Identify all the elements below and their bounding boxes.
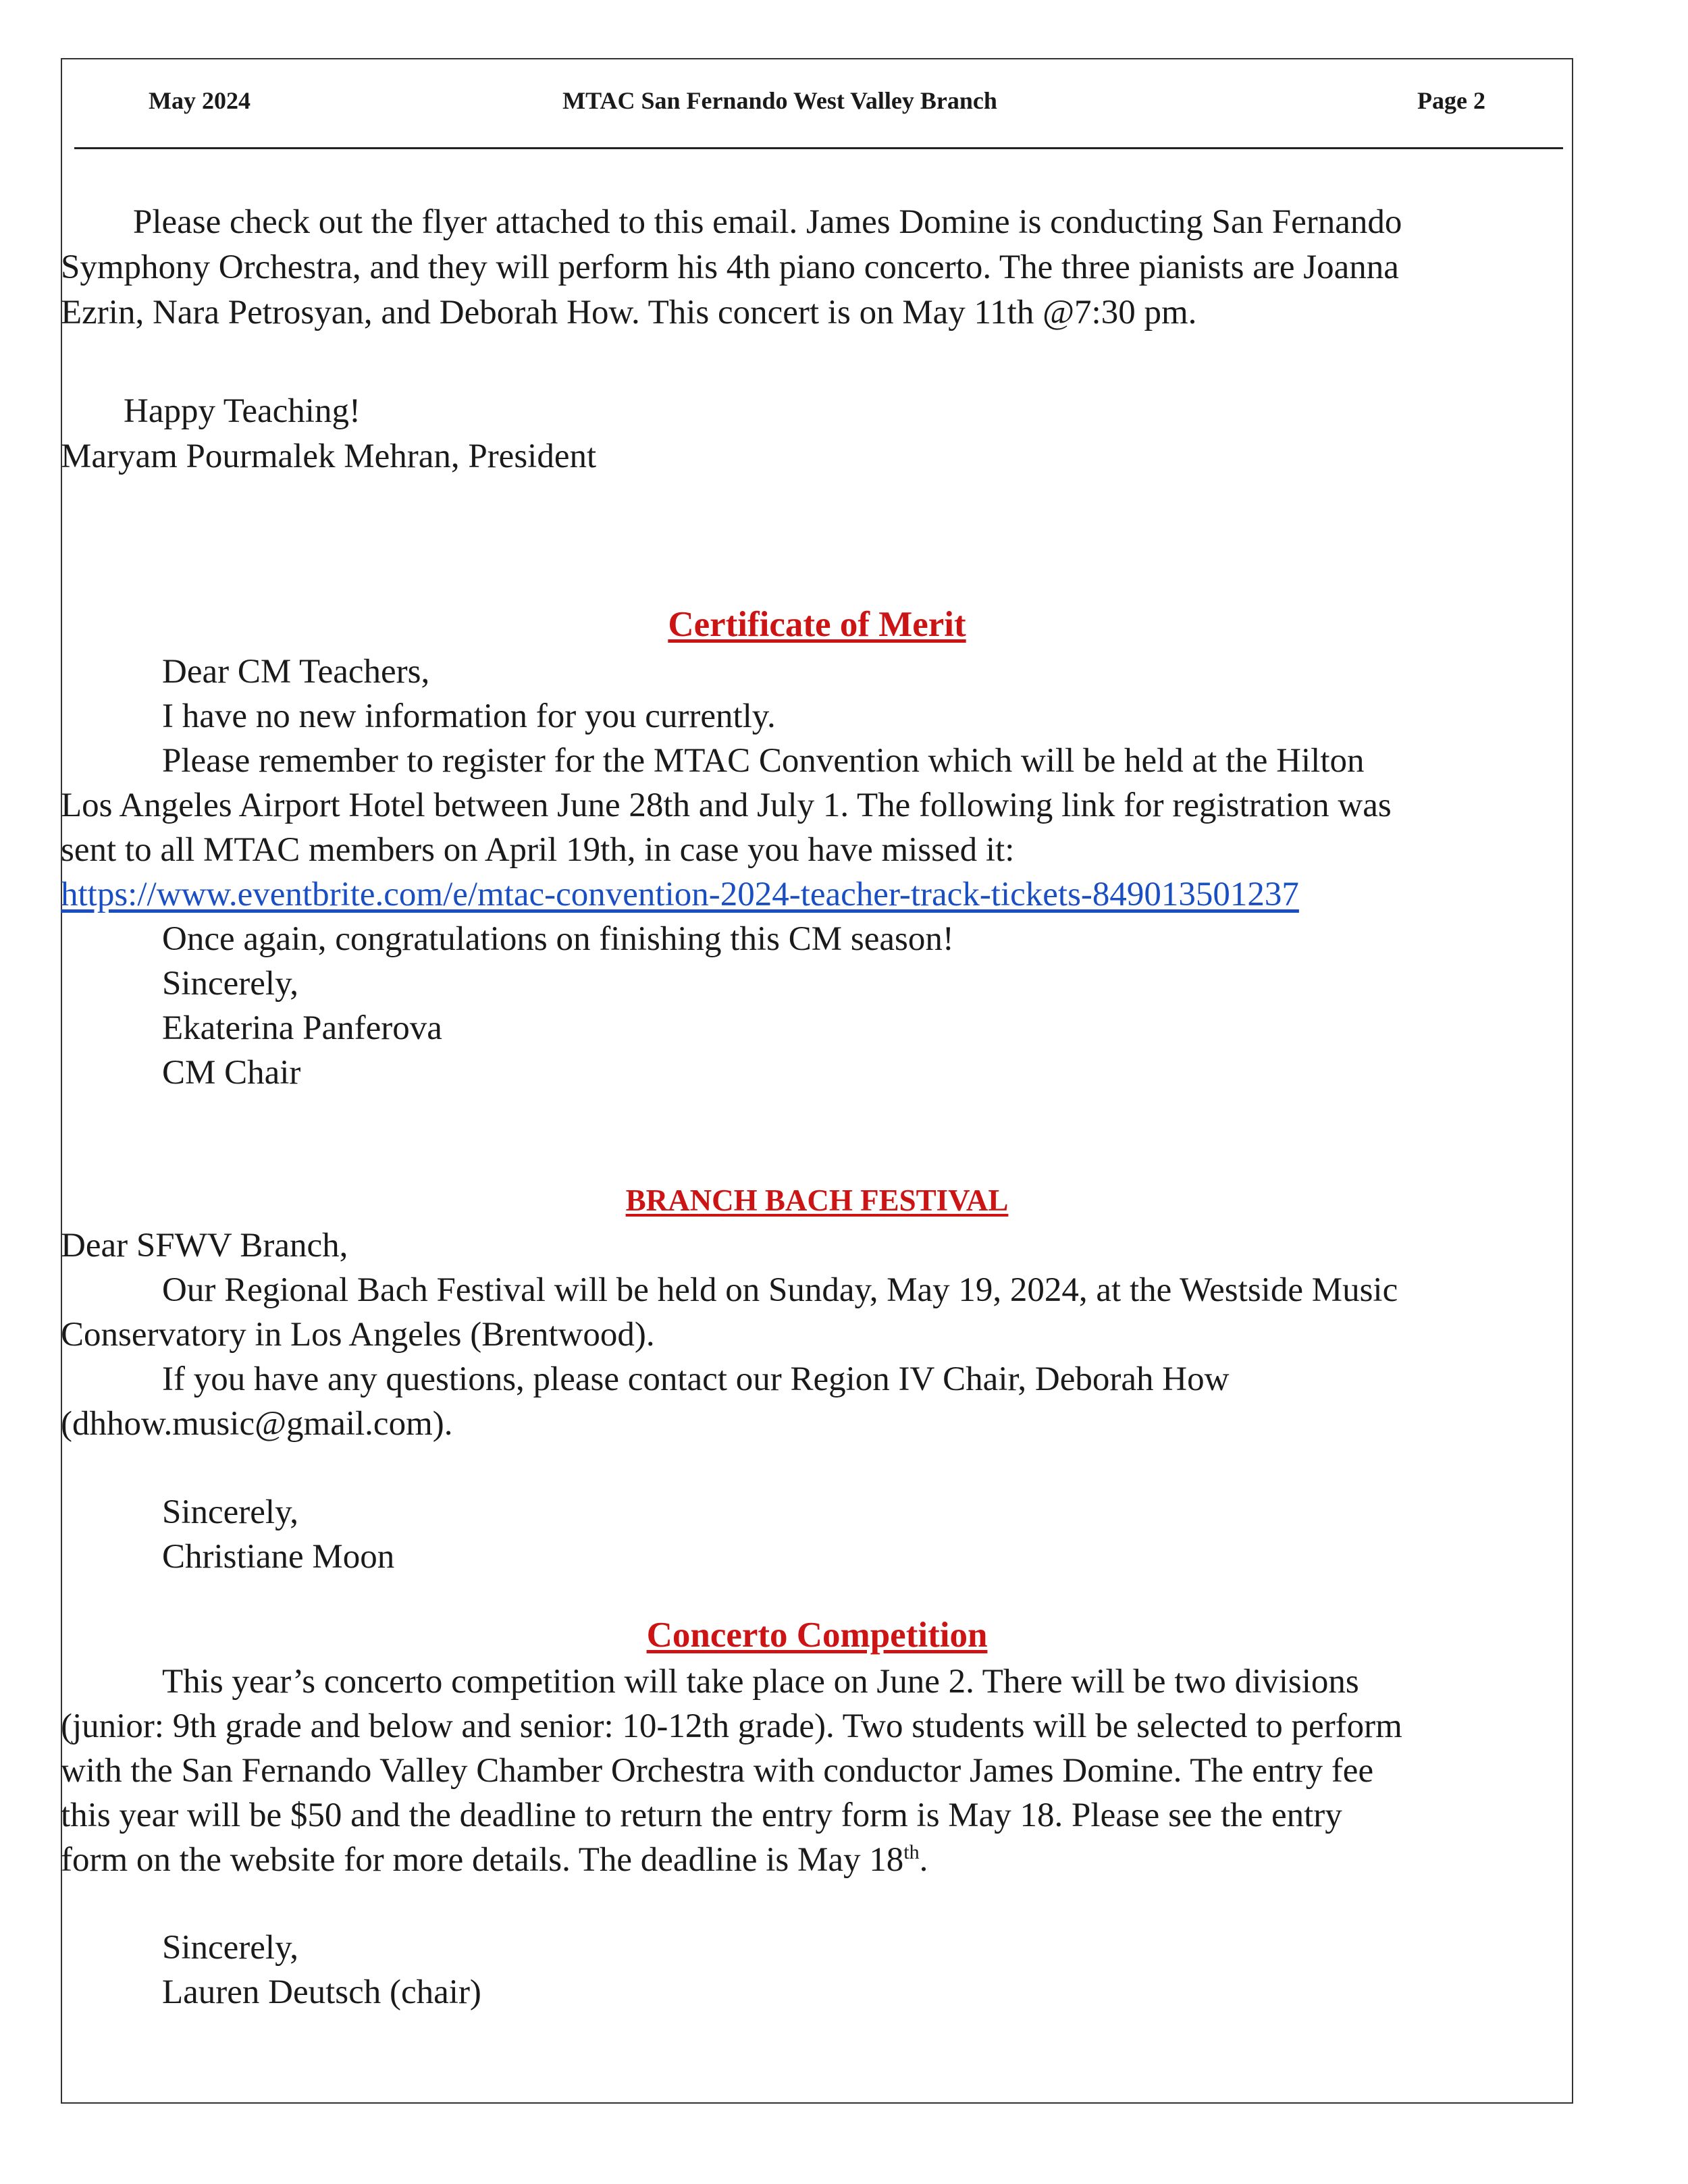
intro-line-2: Symphony Orchestra, and they will perform his 4th piano concerto. The three pianists are Joanna bbox=[61, 248, 1399, 286]
concerto-line-5-end: . bbox=[919, 1841, 928, 1879]
concerto-competition-heading: Concerto Competition bbox=[646, 1616, 988, 1655]
bach-salutation: Dear SFWV Branch, bbox=[61, 1227, 348, 1264]
concerto-line-5 bbox=[61, 1838, 928, 1882]
concerto-line-4: this year will be $50 and the deadline to return the entry form is May 18. Please see the entry bbox=[61, 1796, 1342, 1834]
bach-festival-heading: BRANCH BACH FESTIVAL bbox=[625, 1183, 1009, 1217]
cm-salutation: Dear CM Teachers, bbox=[162, 653, 430, 691]
cm-line-4: sent to all MTAC members on April 19th, in case you have missed it: bbox=[61, 831, 1015, 869]
concerto-line-5-superscript: th bbox=[903, 1841, 920, 1863]
concerto-line-1: This year’s concerto competition will take place on June 2. There will be two divisions bbox=[162, 1663, 1359, 1701]
concerto-line-2: (junior: 9th grade and below and senior: 10-12th grade). Two students will be selected to perform bbox=[61, 1707, 1402, 1745]
header-date: May 2024 bbox=[149, 87, 250, 114]
concerto-line-3: with the San Fernando Valley Chamber Orchestra with conductor James Domine. The entry fee bbox=[61, 1752, 1374, 1790]
cm-closing: Sincerely, bbox=[162, 965, 299, 1003]
bach-closing: Sincerely, bbox=[162, 1493, 299, 1531]
concerto-signer-name: Lauren Deutsch (chair) bbox=[162, 1973, 481, 2011]
header-divider bbox=[74, 147, 1563, 149]
bach-signer-name: Christiane Moon bbox=[162, 1538, 395, 1576]
bach-line-1: Our Regional Bach Festival will be held on Sunday, May 19, 2024, at the Westside Music bbox=[162, 1271, 1398, 1309]
cm-line-3: Los Angeles Airport Hotel between June 28th and July 1. The following link for registration was bbox=[61, 787, 1392, 824]
cm-line-1: I have no new information for you currently. bbox=[162, 697, 776, 735]
concerto-closing: Sincerely, bbox=[162, 1929, 299, 1967]
header-page-number: Page 2 bbox=[1417, 87, 1485, 114]
cm-line-5: Once again, congratulations on finishing this CM season! bbox=[162, 920, 954, 958]
cm-signer-name: Ekaterina Panferova bbox=[162, 1009, 442, 1047]
intro-line-1: Please check out the flyer attached to this email. James Domine is conducting San Fernando bbox=[133, 203, 1402, 241]
concerto-line-5-text: form on the website for more details. The deadline is May 18 bbox=[61, 1841, 904, 1879]
convention-registration-link[interactable]: https://www.eventbrite.com/e/mtac-convention-2024-teacher-track-tickets-849013501237 bbox=[61, 876, 1299, 913]
cm-line-2: Please remember to register for the MTAC Convention which will be held at the Hilton bbox=[162, 742, 1365, 780]
intro-line-3: Ezrin, Nara Petrosyan, and Deborah How. This concert is on May 11th @7:30 pm. bbox=[61, 294, 1197, 331]
cm-signer-role: CM Chair bbox=[162, 1054, 301, 1092]
bach-line-4: (dhhow.music@gmail.com). bbox=[61, 1405, 453, 1443]
bach-line-3: If you have any questions, please contact our Region IV Chair, Deborah How bbox=[162, 1360, 1230, 1398]
bach-line-2: Conservatory in Los Angeles (Brentwood). bbox=[61, 1316, 655, 1354]
certificate-of-merit-heading: Certificate of Merit bbox=[668, 605, 966, 644]
header-title: MTAC San Fernando West Valley Branch bbox=[562, 87, 997, 114]
intro-signature: Maryam Pourmalek Mehran, President bbox=[61, 437, 597, 475]
intro-greeting: Happy Teaching! bbox=[124, 392, 361, 430]
